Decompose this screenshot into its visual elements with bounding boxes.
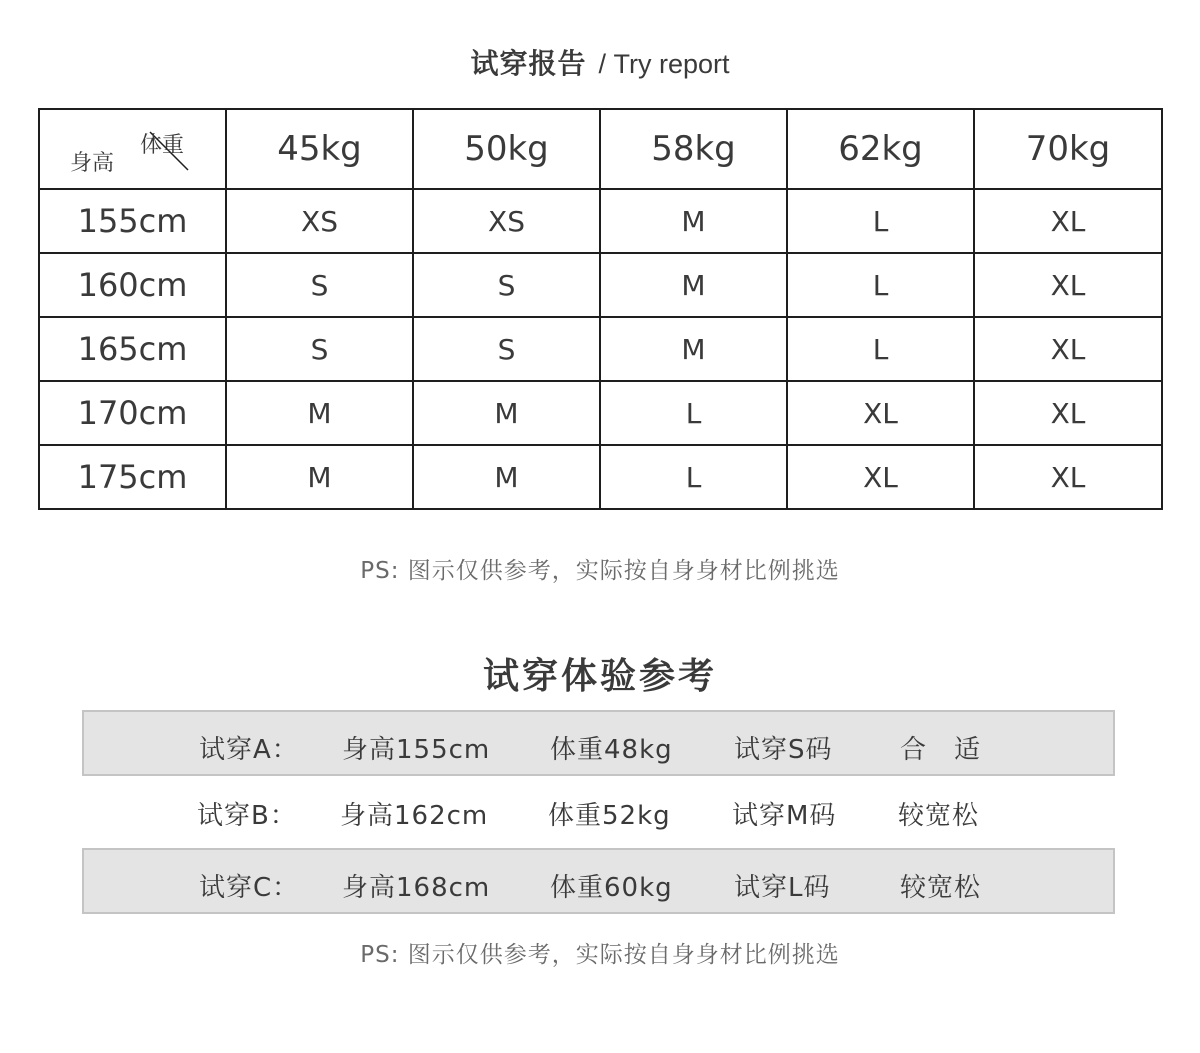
height-cell: 165cm	[39, 317, 226, 381]
tester-label: 试穿A：	[199, 735, 299, 765]
height-cell: 175cm	[39, 445, 226, 509]
table-row	[39, 317, 1162, 381]
height-cell: 170cm	[39, 381, 226, 445]
size-cell: M	[600, 189, 787, 253]
size-cell: S	[413, 317, 600, 381]
tester-fit: 合 适	[900, 735, 982, 765]
experience-row	[82, 848, 1115, 914]
tester-weight: 体重60kg	[550, 873, 673, 903]
experience-note: PS: 图示仅供参考，实际按自身身材比例挑选	[360, 942, 840, 968]
table-row	[39, 445, 1162, 509]
size-cell: L	[600, 381, 787, 445]
size-cell: S	[226, 317, 413, 381]
size-cell: L	[600, 445, 787, 509]
tester-height: 身高162cm	[340, 801, 489, 831]
size-cell: XS	[226, 189, 413, 253]
tester-weight: 体重52kg	[548, 801, 671, 831]
height-cell: 160cm	[39, 253, 226, 317]
corner-diagonal-line	[40, 110, 226, 188]
size-chart-table	[38, 108, 1163, 510]
size-cell: S	[413, 253, 600, 317]
weight-header-cell: 45kg	[226, 109, 413, 189]
size-cell: XL	[974, 189, 1162, 253]
size-cell: L	[787, 189, 974, 253]
corner-header-cell	[39, 109, 226, 189]
tester-fit: 较宽松	[898, 801, 980, 831]
size-cell: L	[787, 253, 974, 317]
height-cell: 155cm	[39, 189, 226, 253]
tester-height: 身高155cm	[342, 735, 491, 765]
try-report-title-zh: 试穿报告	[470, 47, 587, 80]
tester-size: 试穿M码	[732, 801, 837, 831]
corner-weight-label: 体重	[140, 133, 185, 158]
size-chart-header-row	[39, 109, 1162, 189]
tester-label: 试穿B：	[197, 801, 297, 831]
size-cell: M	[600, 253, 787, 317]
weight-header-cell: 70kg	[974, 109, 1162, 189]
size-cell: L	[787, 317, 974, 381]
tester-size: 试穿L码	[734, 873, 831, 903]
tester-size: 试穿S码	[734, 735, 833, 765]
size-cell: XL	[974, 445, 1162, 509]
weight-header-cell: 58kg	[600, 109, 787, 189]
tester-fit: 较宽松	[900, 873, 982, 903]
table-row	[39, 253, 1162, 317]
weight-header-cell: 50kg	[413, 109, 600, 189]
size-cell: M	[226, 445, 413, 509]
size-cell: M	[226, 381, 413, 445]
tester-height: 身高168cm	[342, 873, 491, 903]
size-cell: M	[413, 445, 600, 509]
size-cell: XL	[974, 317, 1162, 381]
size-cell: XL	[787, 381, 974, 445]
size-cell: M	[600, 317, 787, 381]
experience-title: 试穿体验参考	[482, 656, 717, 697]
size-cell: XL	[974, 381, 1162, 445]
corner-height-label: 身高	[70, 151, 115, 176]
size-cell: XS	[413, 189, 600, 253]
experience-row	[82, 710, 1115, 776]
size-cell: XL	[787, 445, 974, 509]
table-row	[39, 381, 1162, 445]
tester-label: 试穿C：	[199, 873, 300, 903]
tester-weight: 体重48kg	[550, 735, 673, 765]
size-cell: XL	[974, 253, 1162, 317]
try-report-title	[0, 44, 1200, 84]
table-row	[39, 189, 1162, 253]
weight-header-cell: 62kg	[787, 109, 974, 189]
size-cell: M	[413, 381, 600, 445]
experience-row	[82, 778, 1115, 844]
try-report-title-en: / Try report	[598, 49, 730, 79]
size-cell: S	[226, 253, 413, 317]
size-chart-note: PS: 图示仅供参考，实际按自身身材比例挑选	[360, 558, 840, 584]
